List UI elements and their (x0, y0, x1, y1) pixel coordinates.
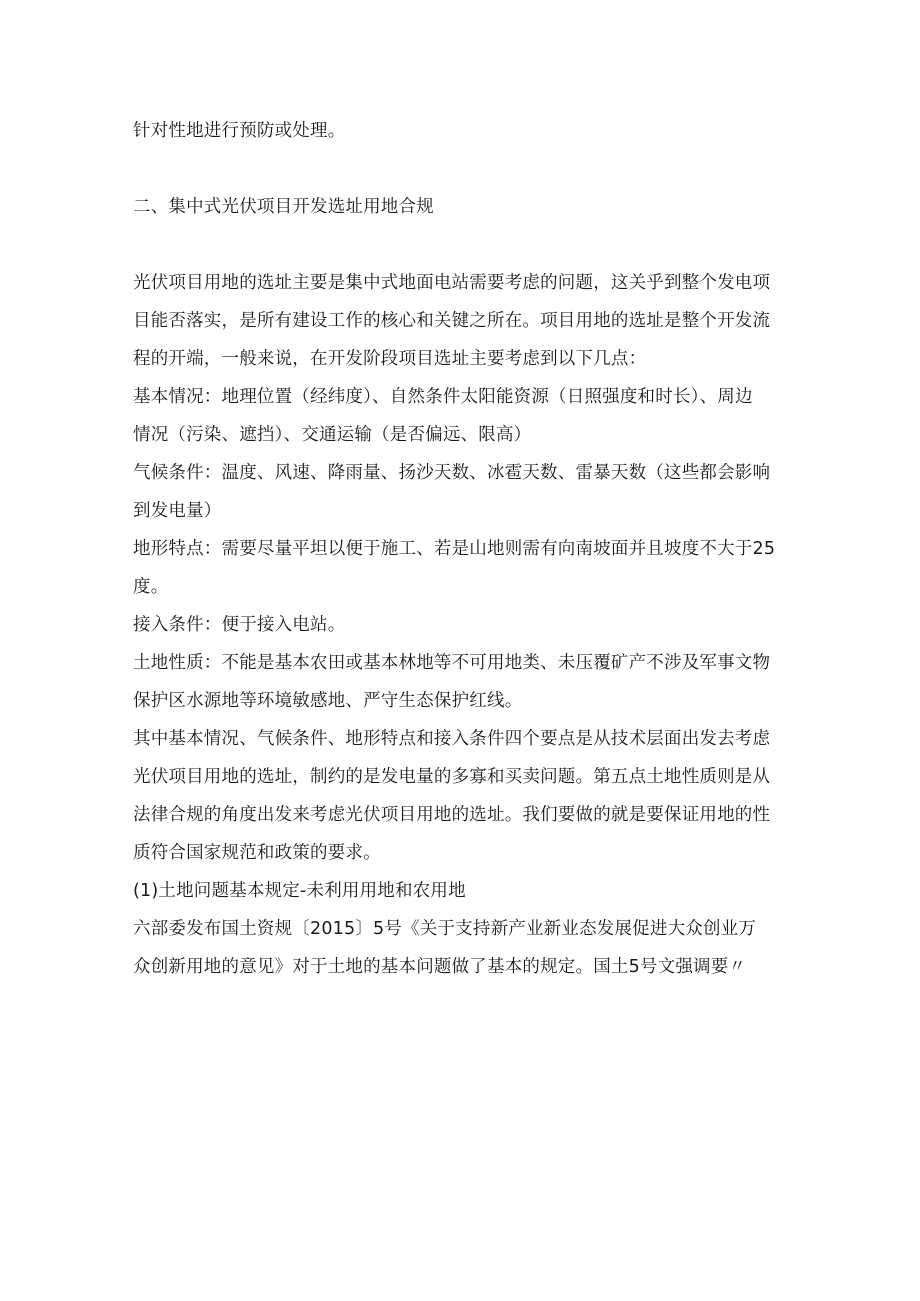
text-line: 其中基本情况、气候条件、地形特点和接入条件四个要点是从技术层面出发去考虑 (133, 729, 771, 749)
paragraph-regulation (133, 910, 793, 986)
text-line: 接入条件：便于接入电站。 (133, 615, 346, 635)
text-line: 光伏项目用地的选址主要是集中式地面电站需要考虑的问题，这关乎到整个发电项 (133, 273, 771, 293)
text-line: 针对性地进行预防或处理。 (133, 121, 346, 141)
text-line: 情况（污染、遮挡）、交通运输（是否偏远、限高） (133, 425, 532, 445)
paragraph-grid-access (133, 606, 793, 644)
text-line: 目能否落实，是所有建设工作的核心和关键之所在。项目用地的选址是整个开发流 (133, 311, 771, 331)
section-heading (133, 188, 793, 226)
paragraph-site-selection-intro (133, 264, 793, 378)
subsection-heading-text: (1)土地问题基本规定-未利用用地和农用地 (133, 881, 466, 901)
paragraph-land-nature (133, 644, 793, 720)
text-line: 地形特点：需要尽量平坦以便于施工、若是山地则需有向南坡面并且坡度不大于25 (133, 539, 776, 559)
text-line: 六部委发布国土资规〔2015〕5号《关于支持新产业新业态发展促进大众创业万 (133, 919, 757, 939)
document-body (133, 112, 793, 986)
paragraph-climate-conditions (133, 454, 793, 530)
text-line: 保护区水源地等环境敏感地、严守生态保护红线。 (133, 691, 523, 711)
text-line: 程的开端，一般来说，在开发阶段项目选址主要考虑到以下几点： (133, 349, 647, 369)
text-line: 度。 (133, 577, 169, 597)
text-line: 土地性质：不能是基本农田或基本林地等不可用地类、未压覆矿产不涉及军事文物 (133, 653, 771, 673)
text-line: 质符合国家规范和政策的要求。 (133, 843, 381, 863)
text-line: 基本情况：地理位置（经纬度）、自然条件太阳能资源（日照强度和时长）、周边 (133, 387, 753, 407)
section-heading-text: 二、集中式光伏项目开发选址用地合规 (133, 197, 434, 217)
text-line: 光伏项目用地的选址，制约的是发电量的多寡和买卖问题。第五点土地性质则是从 (133, 767, 771, 787)
subsection-heading (133, 872, 793, 910)
paragraph-summary (133, 720, 793, 872)
text-line: 气候条件：温度、风速、降雨量、扬沙天数、冰雹天数、雷暴天数（这些都会影响 (133, 463, 771, 483)
text-line: 到发电量） (133, 501, 222, 521)
text-line: 众创新用地的意见》对于土地的基本问题做了基本的规定。国土5号文强调要〃 (133, 957, 747, 977)
text-line: 法律合规的角度出发来考虑光伏项目用地的选址。我们要做的就是要保证用地的性 (133, 805, 771, 825)
paragraph-terrain-features (133, 530, 793, 606)
paragraph-prevention (133, 112, 793, 150)
paragraph-basic-conditions (133, 378, 793, 454)
